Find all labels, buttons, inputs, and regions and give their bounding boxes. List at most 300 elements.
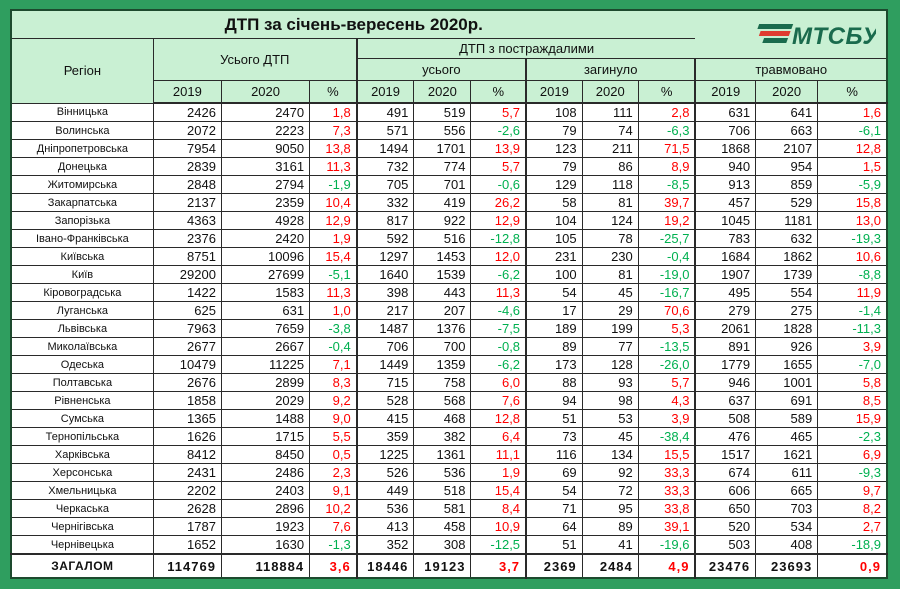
- value-cell: 231: [526, 248, 582, 266]
- region-cell: Миколаївська: [11, 338, 153, 356]
- value-cell: 199: [582, 320, 638, 338]
- value-cell: 632: [756, 230, 818, 248]
- value-cell: 18446: [357, 554, 414, 578]
- value-cell: 230: [582, 248, 638, 266]
- value-cell: 2061: [695, 320, 755, 338]
- region-cell: ЗАГАЛОМ: [11, 554, 153, 578]
- value-cell: 1630: [221, 536, 309, 555]
- percent-cell: 1,0: [310, 302, 357, 320]
- table-row: [11, 374, 887, 392]
- percent-cell: 0,9: [818, 554, 887, 578]
- value-cell: 940: [695, 158, 755, 176]
- value-cell: 408: [756, 536, 818, 555]
- value-cell: 71: [526, 500, 582, 518]
- value-cell: 926: [756, 338, 818, 356]
- value-cell: 1361: [414, 446, 471, 464]
- percent-cell: 11,9: [818, 284, 887, 302]
- value-cell: 2376: [153, 230, 221, 248]
- value-cell: 308: [414, 536, 471, 555]
- table-row: [11, 464, 887, 482]
- value-cell: 77: [582, 338, 638, 356]
- value-cell: 913: [695, 176, 755, 194]
- value-cell: 2628: [153, 500, 221, 518]
- percent-cell: 12,9: [471, 212, 526, 230]
- table-row: [11, 482, 887, 500]
- value-cell: 2848: [153, 176, 221, 194]
- percent-header: %: [818, 81, 887, 104]
- value-cell: 1539: [414, 266, 471, 284]
- value-cell: 1621: [756, 446, 818, 464]
- table-row: [11, 103, 887, 122]
- percent-cell: 26,2: [471, 194, 526, 212]
- value-cell: 1652: [153, 536, 221, 555]
- value-cell: 8450: [221, 446, 309, 464]
- percent-cell: 33,3: [638, 482, 695, 500]
- region-cell: Вінницька: [11, 103, 153, 122]
- year-header: 2020: [756, 81, 818, 104]
- value-cell: 73: [526, 428, 582, 446]
- percent-cell: 4,9: [638, 554, 695, 578]
- percent-cell: 9,0: [310, 410, 357, 428]
- value-cell: 1517: [695, 446, 755, 464]
- value-cell: 54: [526, 482, 582, 500]
- value-cell: 92: [582, 464, 638, 482]
- percent-cell: -2,6: [471, 122, 526, 140]
- percent-cell: -16,7: [638, 284, 695, 302]
- table-row: [11, 266, 887, 284]
- value-cell: 922: [414, 212, 471, 230]
- percent-cell: 12,8: [471, 410, 526, 428]
- logo-stripe-middle: [759, 31, 791, 36]
- value-cell: 625: [153, 302, 221, 320]
- value-cell: 715: [357, 374, 414, 392]
- value-cell: 1640: [357, 266, 414, 284]
- value-cell: 520: [695, 518, 755, 536]
- value-cell: 118: [582, 176, 638, 194]
- accidents-table-container: [10, 9, 888, 579]
- value-cell: 72: [582, 482, 638, 500]
- value-cell: 419: [414, 194, 471, 212]
- percent-cell: 33,8: [638, 500, 695, 518]
- year-header: 2019: [153, 81, 221, 104]
- value-cell: 1365: [153, 410, 221, 428]
- region-cell: Кіровоградська: [11, 284, 153, 302]
- percent-cell: -5,9: [818, 176, 887, 194]
- value-cell: 1787: [153, 518, 221, 536]
- value-cell: 27699: [221, 266, 309, 284]
- value-cell: 495: [695, 284, 755, 302]
- value-cell: 700: [414, 338, 471, 356]
- percent-cell: 1,8: [310, 103, 357, 122]
- percent-cell: -0,4: [310, 338, 357, 356]
- value-cell: 275: [756, 302, 818, 320]
- percent-cell: -5,1: [310, 266, 357, 284]
- value-cell: 93: [582, 374, 638, 392]
- value-cell: 637: [695, 392, 755, 410]
- value-cell: 2667: [221, 338, 309, 356]
- value-cell: 8412: [153, 446, 221, 464]
- percent-header: %: [471, 81, 526, 104]
- value-cell: 279: [695, 302, 755, 320]
- value-cell: 4363: [153, 212, 221, 230]
- percent-cell: 9,2: [310, 392, 357, 410]
- value-cell: 10096: [221, 248, 309, 266]
- region-cell: Київ: [11, 266, 153, 284]
- value-cell: 571: [357, 122, 414, 140]
- region-cell: Луганська: [11, 302, 153, 320]
- mtsbu-logo: [695, 10, 887, 59]
- accidents-table: [10, 9, 888, 579]
- value-cell: 536: [414, 464, 471, 482]
- value-cell: 53: [582, 410, 638, 428]
- value-cell: 2369: [526, 554, 582, 578]
- value-cell: 946: [695, 374, 755, 392]
- value-cell: 2839: [153, 158, 221, 176]
- value-cell: 352: [357, 536, 414, 555]
- value-cell: 79: [526, 158, 582, 176]
- percent-cell: 1,6: [818, 103, 887, 122]
- value-cell: 732: [357, 158, 414, 176]
- value-cell: 382: [414, 428, 471, 446]
- value-cell: 2431: [153, 464, 221, 482]
- percent-cell: -12,5: [471, 536, 526, 555]
- percent-cell: 15,4: [310, 248, 357, 266]
- percent-cell: 12,8: [818, 140, 887, 158]
- year-header: 2020: [582, 81, 638, 104]
- percent-cell: 13,8: [310, 140, 357, 158]
- percent-cell: 39,1: [638, 518, 695, 536]
- value-cell: 89: [526, 338, 582, 356]
- region-cell: Київська: [11, 248, 153, 266]
- value-cell: 631: [221, 302, 309, 320]
- logo-stripe-bottom: [762, 38, 788, 43]
- percent-cell: 10,6: [818, 248, 887, 266]
- percent-cell: -0,4: [638, 248, 695, 266]
- value-cell: 1359: [414, 356, 471, 374]
- value-cell: 519: [414, 103, 471, 122]
- value-cell: 1862: [756, 248, 818, 266]
- percent-cell: 1,5: [818, 158, 887, 176]
- total-row: [11, 554, 887, 578]
- percent-cell: -19,0: [638, 266, 695, 284]
- value-cell: 1701: [414, 140, 471, 158]
- percent-cell: -6,3: [638, 122, 695, 140]
- value-cell: 2896: [221, 500, 309, 518]
- value-cell: 11225: [221, 356, 309, 374]
- value-cell: 701: [414, 176, 471, 194]
- value-cell: 1868: [695, 140, 755, 158]
- percent-cell: -4,6: [471, 302, 526, 320]
- percent-cell: -19,6: [638, 536, 695, 555]
- subgroup-total: усього: [357, 59, 526, 81]
- value-cell: 503: [695, 536, 755, 555]
- value-cell: 45: [582, 428, 638, 446]
- table-row: [11, 356, 887, 374]
- value-cell: 691: [756, 392, 818, 410]
- percent-cell: -6,2: [471, 356, 526, 374]
- percent-cell: -8,8: [818, 266, 887, 284]
- year-header: 2020: [414, 81, 471, 104]
- percent-cell: 71,5: [638, 140, 695, 158]
- value-cell: 465: [756, 428, 818, 446]
- percent-cell: 3,9: [638, 410, 695, 428]
- value-cell: 17: [526, 302, 582, 320]
- percent-cell: 12,9: [310, 212, 357, 230]
- logo-stripe-top: [757, 24, 793, 29]
- percent-cell: 3,9: [818, 338, 887, 356]
- percent-cell: 7,1: [310, 356, 357, 374]
- value-cell: 1715: [221, 428, 309, 446]
- value-cell: 1655: [756, 356, 818, 374]
- percent-cell: 7,3: [310, 122, 357, 140]
- value-cell: 1779: [695, 356, 755, 374]
- table-row: [11, 194, 887, 212]
- value-cell: 2677: [153, 338, 221, 356]
- value-cell: 79: [526, 122, 582, 140]
- value-cell: 58: [526, 194, 582, 212]
- value-cell: 41: [582, 536, 638, 555]
- value-cell: 2403: [221, 482, 309, 500]
- percent-cell: -38,4: [638, 428, 695, 446]
- value-cell: 529: [756, 194, 818, 212]
- value-cell: 8751: [153, 248, 221, 266]
- value-cell: 774: [414, 158, 471, 176]
- value-cell: 2420: [221, 230, 309, 248]
- value-cell: 108: [526, 103, 582, 122]
- value-cell: 650: [695, 500, 755, 518]
- percent-cell: -1,9: [310, 176, 357, 194]
- percent-cell: 11,1: [471, 446, 526, 464]
- percent-cell: 8,9: [638, 158, 695, 176]
- value-cell: 606: [695, 482, 755, 500]
- value-cell: 1045: [695, 212, 755, 230]
- region-cell: Рівненська: [11, 392, 153, 410]
- percent-cell: 9,7: [818, 482, 887, 500]
- value-cell: 2676: [153, 374, 221, 392]
- value-cell: 398: [357, 284, 414, 302]
- table-row: [11, 122, 887, 140]
- region-cell: Житомирська: [11, 176, 153, 194]
- percent-cell: 1,9: [310, 230, 357, 248]
- table-row: [11, 518, 887, 536]
- value-cell: 783: [695, 230, 755, 248]
- value-cell: 111: [582, 103, 638, 122]
- value-cell: 88: [526, 374, 582, 392]
- value-cell: 1583: [221, 284, 309, 302]
- percent-cell: 3,6: [310, 554, 357, 578]
- value-cell: 29200: [153, 266, 221, 284]
- region-cell: Одеська: [11, 356, 153, 374]
- value-cell: 1907: [695, 266, 755, 284]
- value-cell: 758: [414, 374, 471, 392]
- value-cell: 7963: [153, 320, 221, 338]
- percent-cell: -6,1: [818, 122, 887, 140]
- value-cell: 518: [414, 482, 471, 500]
- region-cell: Черкаська: [11, 500, 153, 518]
- value-cell: 105: [526, 230, 582, 248]
- column-group-with-injured: ДТП з постраждалими: [357, 39, 696, 59]
- value-cell: 457: [695, 194, 755, 212]
- value-cell: 2137: [153, 194, 221, 212]
- value-cell: 1001: [756, 374, 818, 392]
- value-cell: 556: [414, 122, 471, 140]
- region-cell: Сумська: [11, 410, 153, 428]
- title-row: [11, 10, 887, 39]
- table-row: [11, 284, 887, 302]
- value-cell: 1858: [153, 392, 221, 410]
- column-header-region: Регіон: [11, 39, 153, 104]
- percent-cell: -7,0: [818, 356, 887, 374]
- percent-cell: 11,3: [310, 284, 357, 302]
- value-cell: 1923: [221, 518, 309, 536]
- value-cell: 173: [526, 356, 582, 374]
- value-cell: 1225: [357, 446, 414, 464]
- value-cell: 665: [756, 482, 818, 500]
- percent-cell: 5,3: [638, 320, 695, 338]
- value-cell: 23693: [756, 554, 818, 578]
- percent-header: %: [638, 81, 695, 104]
- percent-header: %: [310, 81, 357, 104]
- percent-cell: 70,6: [638, 302, 695, 320]
- percent-cell: 8,2: [818, 500, 887, 518]
- value-cell: 1376: [414, 320, 471, 338]
- value-cell: 589: [756, 410, 818, 428]
- value-cell: 1449: [357, 356, 414, 374]
- value-cell: 449: [357, 482, 414, 500]
- percent-cell: 5,7: [471, 158, 526, 176]
- table-row: [11, 248, 887, 266]
- percent-cell: 1,9: [471, 464, 526, 482]
- percent-cell: 19,2: [638, 212, 695, 230]
- value-cell: 2107: [756, 140, 818, 158]
- table-row: [11, 230, 887, 248]
- percent-cell: 15,8: [818, 194, 887, 212]
- region-cell: Херсонська: [11, 464, 153, 482]
- percent-cell: -26,0: [638, 356, 695, 374]
- year-header: 2019: [357, 81, 414, 104]
- value-cell: 1739: [756, 266, 818, 284]
- value-cell: 1684: [695, 248, 755, 266]
- value-cell: 3161: [221, 158, 309, 176]
- percent-cell: 2,8: [638, 103, 695, 122]
- region-cell: Львівська: [11, 320, 153, 338]
- page-title: ДТП за січень-вересень 2020р.: [11, 10, 695, 39]
- percent-cell: 15,9: [818, 410, 887, 428]
- value-cell: 526: [357, 464, 414, 482]
- value-cell: 98: [582, 392, 638, 410]
- table-row: [11, 500, 887, 518]
- value-cell: 415: [357, 410, 414, 428]
- value-cell: 10479: [153, 356, 221, 374]
- region-cell: Дніпропетровська: [11, 140, 153, 158]
- value-cell: 123: [526, 140, 582, 158]
- value-cell: 954: [756, 158, 818, 176]
- value-cell: 89: [582, 518, 638, 536]
- percent-cell: -2,3: [818, 428, 887, 446]
- value-cell: 54: [526, 284, 582, 302]
- value-cell: 100: [526, 266, 582, 284]
- value-cell: 1488: [221, 410, 309, 428]
- percent-cell: 2,3: [310, 464, 357, 482]
- percent-cell: -3,8: [310, 320, 357, 338]
- value-cell: 581: [414, 500, 471, 518]
- percent-cell: 4,3: [638, 392, 695, 410]
- subgroup-died: загинуло: [526, 59, 695, 81]
- region-cell: Волинська: [11, 122, 153, 140]
- percent-cell: 5,7: [638, 374, 695, 392]
- value-cell: 81: [582, 266, 638, 284]
- value-cell: 859: [756, 176, 818, 194]
- percent-cell: 8,5: [818, 392, 887, 410]
- table-row: [11, 320, 887, 338]
- percent-cell: -19,3: [818, 230, 887, 248]
- percent-cell: 12,0: [471, 248, 526, 266]
- percent-cell: 33,3: [638, 464, 695, 482]
- value-cell: 491: [357, 103, 414, 122]
- value-cell: 468: [414, 410, 471, 428]
- percent-cell: 6,9: [818, 446, 887, 464]
- value-cell: 81: [582, 194, 638, 212]
- value-cell: 2202: [153, 482, 221, 500]
- percent-cell: -9,3: [818, 464, 887, 482]
- percent-cell: 8,4: [471, 500, 526, 518]
- table-row: [11, 158, 887, 176]
- percent-cell: 10,2: [310, 500, 357, 518]
- table-row: [11, 302, 887, 320]
- value-cell: 124: [582, 212, 638, 230]
- value-cell: 114769: [153, 554, 221, 578]
- subgroup-injured: травмовано: [695, 59, 887, 81]
- value-cell: 611: [756, 464, 818, 482]
- value-cell: 508: [695, 410, 755, 428]
- value-cell: 118884: [221, 554, 309, 578]
- value-cell: 568: [414, 392, 471, 410]
- value-cell: 129: [526, 176, 582, 194]
- percent-cell: 6,4: [471, 428, 526, 446]
- value-cell: 207: [414, 302, 471, 320]
- value-cell: 359: [357, 428, 414, 446]
- percent-cell: 7,6: [471, 392, 526, 410]
- value-cell: 78: [582, 230, 638, 248]
- value-cell: 443: [414, 284, 471, 302]
- value-cell: 1453: [414, 248, 471, 266]
- value-cell: 2072: [153, 122, 221, 140]
- region-cell: Чернівецька: [11, 536, 153, 555]
- percent-cell: 15,5: [638, 446, 695, 464]
- value-cell: 19123: [414, 554, 471, 578]
- value-cell: 2359: [221, 194, 309, 212]
- value-cell: 51: [526, 536, 582, 555]
- percent-cell: 11,3: [471, 284, 526, 302]
- year-header: 2020: [221, 81, 309, 104]
- value-cell: 705: [357, 176, 414, 194]
- value-cell: 189: [526, 320, 582, 338]
- percent-cell: -12,8: [471, 230, 526, 248]
- value-cell: 1422: [153, 284, 221, 302]
- value-cell: 706: [357, 338, 414, 356]
- value-cell: 211: [582, 140, 638, 158]
- year-header: 2019: [526, 81, 582, 104]
- percent-cell: 13,9: [471, 140, 526, 158]
- percent-cell: 2,7: [818, 518, 887, 536]
- percent-cell: -18,9: [818, 536, 887, 555]
- value-cell: 116: [526, 446, 582, 464]
- table-row: [11, 428, 887, 446]
- value-cell: 1181: [756, 212, 818, 230]
- value-cell: 51: [526, 410, 582, 428]
- region-cell: Донецька: [11, 158, 153, 176]
- table-row: [11, 446, 887, 464]
